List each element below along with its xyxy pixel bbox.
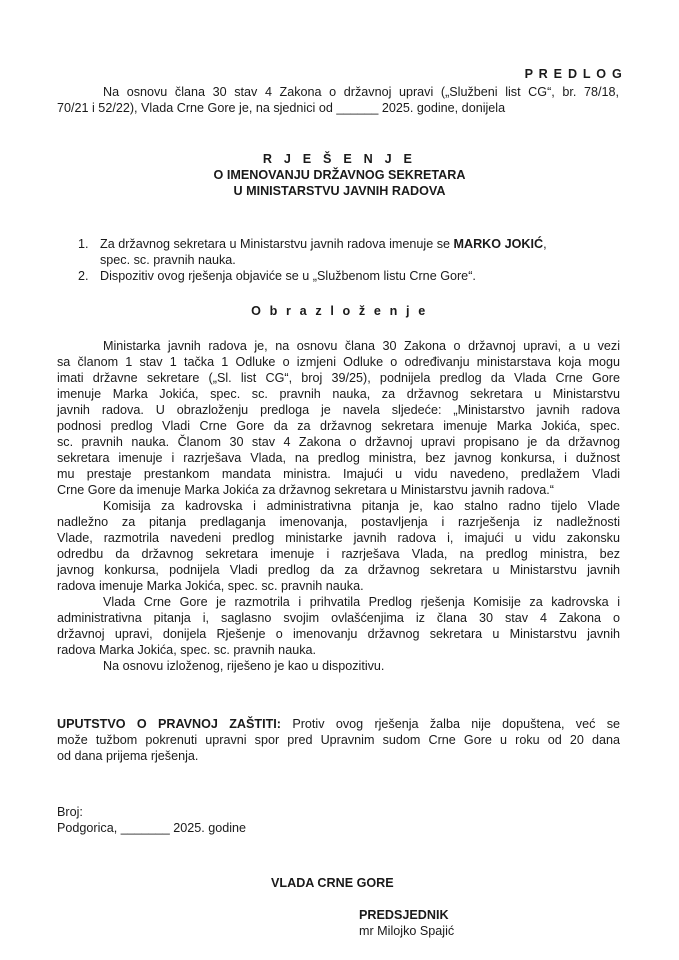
paragraph-line: administrativna pitanja i, saglasno svojim ovlašćenjima iz člana 30 stav 4 Zakona o: [57, 611, 620, 625]
paragraph-line: Ministarka javnih radova je, na osnovu člana 30 Zakona o državnoj upravi, a u vezi: [103, 339, 620, 353]
paragraph-line: imenuje Marka Jokića, spec. sc. pravnih nauka, za državnog sekretara u Ministarstvu: [57, 387, 620, 401]
president-name: mr Milojko Spajić: [359, 924, 455, 938]
paragraph-line: odredbu da državnog sekretara imenuje i razrješava Vlada, na predlog ministra, bez: [57, 547, 620, 561]
president-title: PREDSJEDNIK: [359, 908, 449, 922]
paragraph-line: radova imenuje Marka Jokića, spec. sc. pravnih nauka.: [57, 579, 364, 593]
legal-remedy-line-2: može tužbom pokrenuti upravni spor pred Upravnim sudom Crne Gore u roku od 20 dana: [57, 733, 620, 747]
place-date: Podgorica, _______ 2025. godine: [57, 821, 247, 835]
item-1-line-2: spec. sc. pravnih nauka.: [100, 253, 236, 267]
paragraph-line: mu prestaje prestankom mandata ministra. Imajući u vidu navedeno, predlažem Vladi: [57, 467, 620, 481]
paragraph-line: sc. pravnih nauka. Članom 30 stav 4 Zakona o državnoj upravi propisano je da državnog: [57, 435, 620, 449]
item-1-text-before: Za državnog sekretara u Ministarstvu javnih radova imenuje se: [100, 237, 454, 251]
paragraph-line: nadležno za pitanja predlaganja imenovanja, postavljenja i razrješenja iz nadležnosti: [57, 515, 620, 529]
item-1-text-after: ,: [543, 237, 547, 251]
paragraph-line: državnoj upravi, donijela Rješenje o imenovanju državnog sekretara u Ministarstvu javnih: [57, 627, 620, 641]
paragraph-line: Vlade, razmotrila navedeni predlog ministarke javnih radova i, imajući u vidu zakonsku: [57, 531, 620, 545]
rjesenje-heading: R J E Š E N J E: [262, 152, 417, 166]
item-1-number: 1.: [78, 237, 89, 251]
paragraph-line: Crne Gore da imenuje Marka Jokića za državnog sekretara u Ministarstvu javnih radova.“: [57, 483, 554, 497]
item-2-text: Dispozitiv ovog rješenja objaviće se u „Službenom listu Crne Gore“.: [100, 269, 476, 283]
paragraph-4: Na osnovu izloženog, riješeno je kao u dispozitivu.: [103, 659, 385, 673]
paragraph-line: javnog konkursa, podnijela Vladi predlog da za državnog sekretara u Ministarstvu javnih: [57, 563, 620, 577]
title-line-2: U MINISTARSTVU JAVNIH RADOVA: [233, 184, 446, 198]
legal-remedy-text: Protiv ovog rješenja žalba nije dopuštena, već se: [281, 717, 621, 731]
title-line-1: O IMENOVANJU DRŽAVNOG SEKRETARA: [213, 168, 466, 182]
broj-label: Broj:: [57, 805, 83, 819]
paragraph-line: podnosi predlog Vladi Crne Gore da za državnog sekretara imenuje Marka Jokića, spec.: [57, 419, 620, 433]
government-name: VLADA CRNE GORE: [271, 876, 394, 890]
appointee-name: MARKO JOKIĆ: [453, 237, 544, 251]
paragraph-line: javnih radova. U obrazloženju predloga je navela sljedeće: „Ministarstvo javnih radova: [57, 403, 620, 417]
legal-remedy-label: UPUTSTVO O PRAVNOJ ZAŠTITI:: [57, 717, 282, 731]
paragraph-line: sekretara imenuje i razrješava Vlada, na predlog ministra, bez javnog konkursa, i dužnost: [57, 451, 620, 465]
intro-line-2: 70/21 i 52/22), Vlada Crne Gore je, na sjednici od ______ 2025. godine, donijela: [57, 101, 506, 115]
paragraph-line: sa članom 1 stav 1 tačka 1 Odluke o izmjeni Odluke o određivanju ministarstava koja mogu: [57, 355, 620, 369]
paragraph-line: Komisija za kadrovska i administrativna pitanja je, kao stalno radno tijelo Vlade: [103, 499, 620, 513]
item-1-text: [100, 236, 620, 252]
paragraph-line: imati državne sekretare („Sl. list CG“, broj 39/25), podnijela predlog da Vlada Crne Gore: [57, 371, 620, 385]
predlog-label: P R E D L O G: [524, 67, 623, 81]
item-2-number: 2.: [78, 269, 89, 283]
obrazlozenje-heading: O b r a z l o ž e n j e: [251, 304, 428, 318]
paragraph-line: radova Marka Jokića, spec. sc. pravnih nauka.: [57, 643, 316, 657]
legal-remedy-line-3: od dana prijema rješenja.: [57, 749, 199, 763]
paragraph-line: Vlada Crne Gore je razmotrila i prihvatila Predlog rješenja Komisije za kadrovska i: [103, 595, 620, 609]
legal-remedy-line-1: [57, 716, 620, 732]
intro-line-1: Na osnovu člana 30 stav 4 Zakona o državnoj upravi („Službeni list CG“, br. 78/18,: [103, 85, 619, 99]
